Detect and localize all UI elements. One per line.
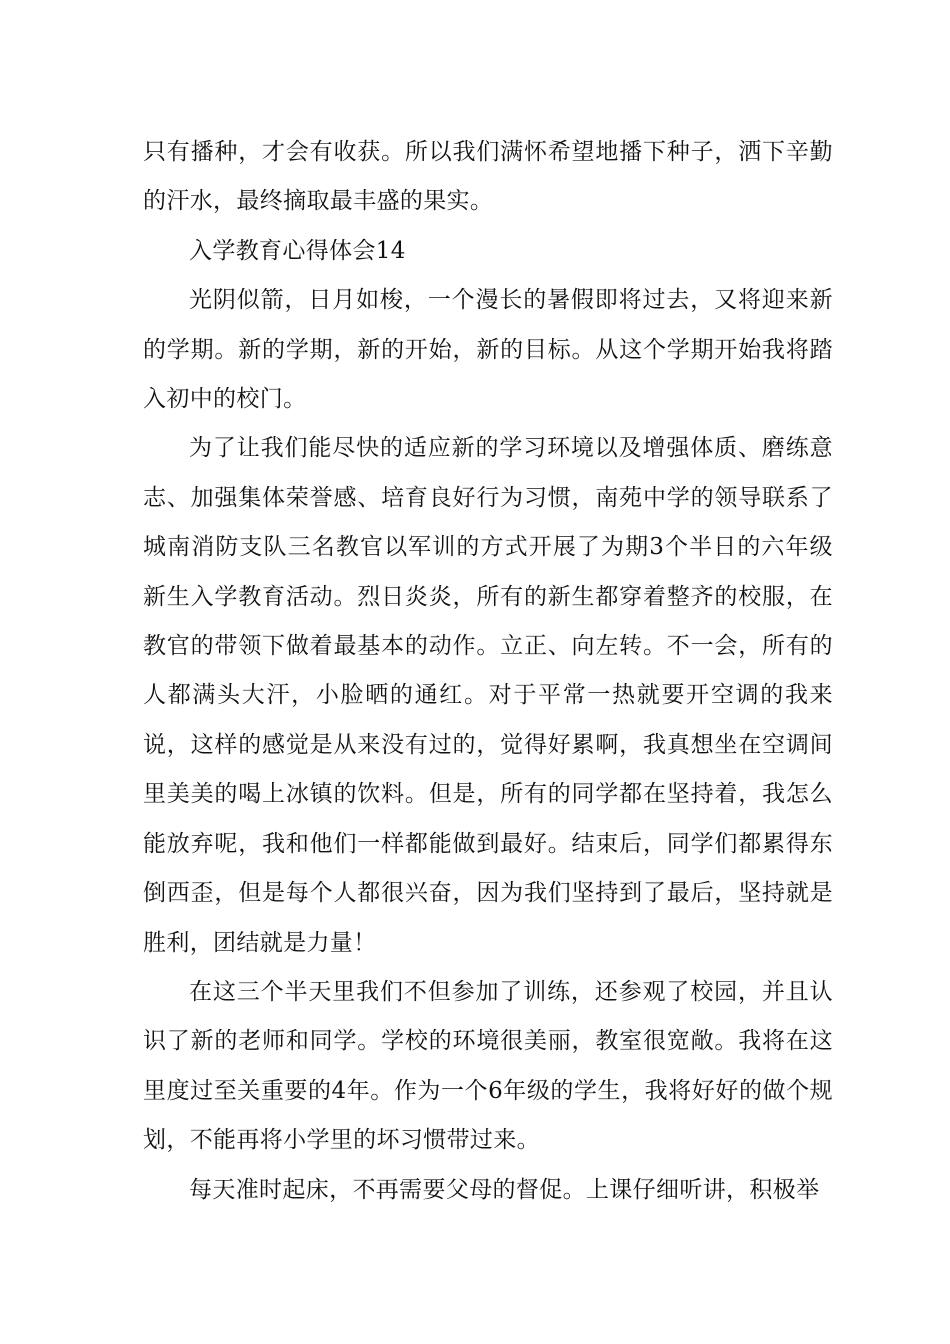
section-heading: 入学教育心得体会14 [189, 237, 406, 264]
document-body [143, 128, 833, 1215]
paragraph-2: 光阴似箭，日月如梭，一个漫长的暑假即将过去，又将迎来新的学期。新的学期，新的开始，新的目标。从这个学期开始我将踏入初中的校门。 [143, 287, 833, 413]
paragraph-3: 为了让我们能尽快的适应新的学习环境以及增强体质、磨练意志、加强集体荣誉感、培育良好行为习惯，南苑中学的领导联系了城南消防支队三名教官以军训的方式开展了为期3个半日的六年级新生入学教育活动。烈日炎炎，所有的新生都穿着整齐的校服，在教官的带领下做着最基本的动作。立正、向左转。不一会，所有的人都满头大汗，小脸晒的通红。对于平常一热就要开空调的我来说，这样的感觉是从来没有过的，觉得好累啊，我真想坐在空调间里美美的喝上冰镇的饮料。但是，所有的同学都在坚持着，我怎么能放弃呢，我和他们一样都能做到最好。结束后，同学们都累得东倒西歪，但是每个人都很兴奋，因为我们坚持到了最后，坚持就是胜利，团结就是力量！ [143, 435, 833, 956]
paragraph-4: 在这三个半天里我们不但参加了训练，还参观了校园，并且认识了新的老师和同学。学校的环境很美丽，教室很宽敞。我将在这里度过至关重要的4年。作为一个6年级的学生，我将好好的做个规划，不能再将小学里的坏习惯带过来。 [143, 978, 833, 1154]
paragraph-1: 只有播种，才会有收获。所以我们满怀希望地播下种子，洒下辛勤的汗水，最终摘取最丰盛的果实。 [143, 139, 833, 215]
paragraph-5: 每天准时起床，不再需要父母的督促。上课仔细听讲，积极举 [189, 1176, 820, 1203]
